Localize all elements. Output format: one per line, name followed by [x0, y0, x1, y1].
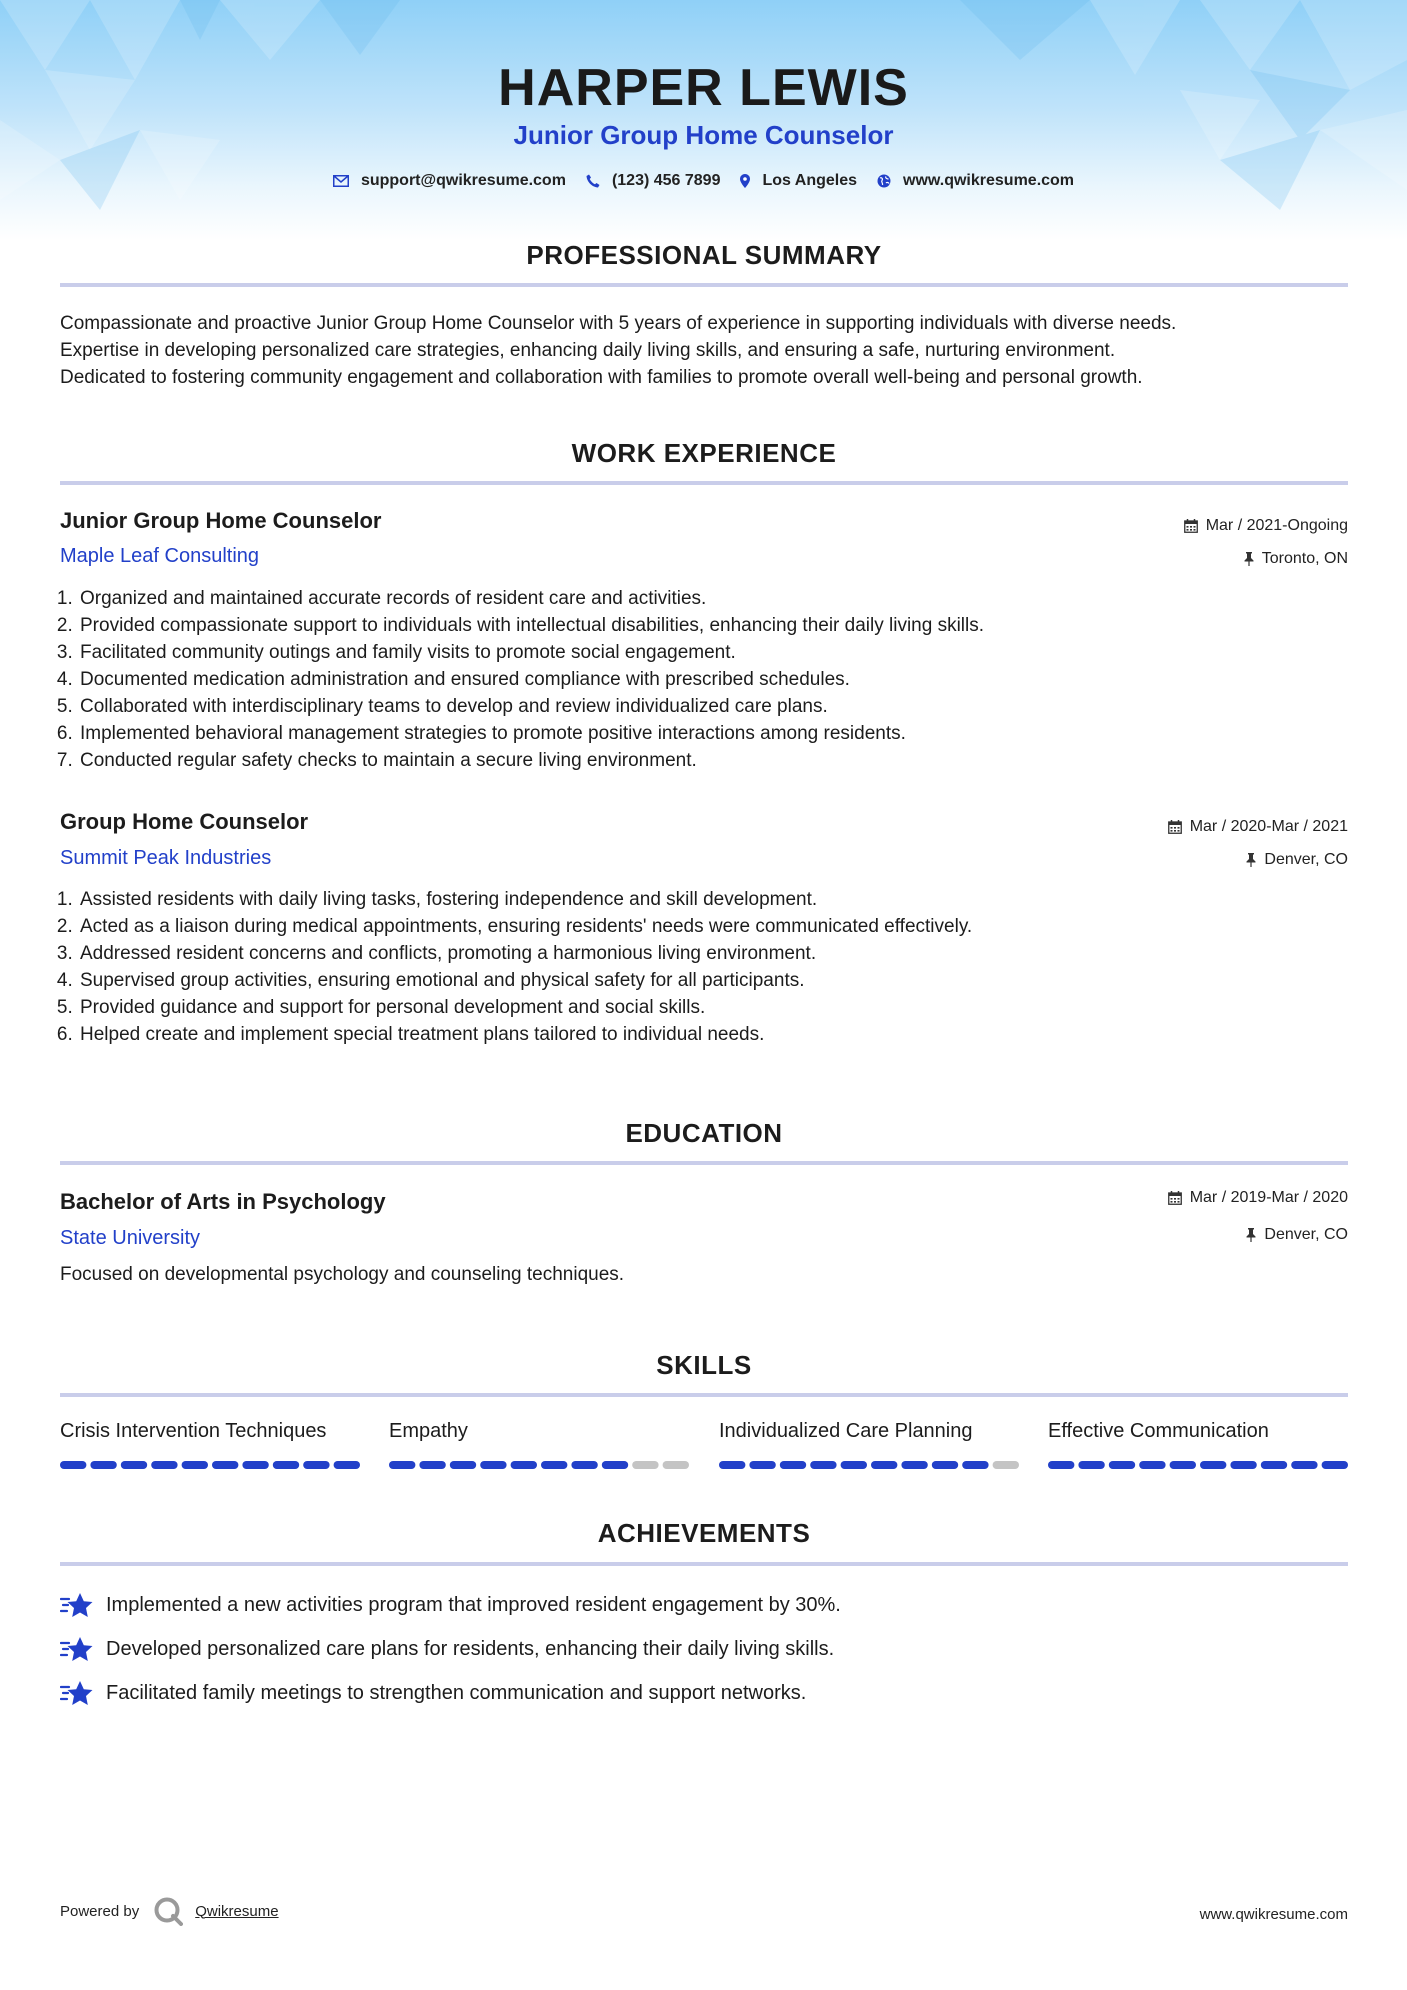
skill-segment — [719, 1461, 745, 1469]
calendar-icon — [1168, 1191, 1182, 1205]
star-icon — [60, 1634, 94, 1664]
education-location-text: Denver, CO — [1264, 1226, 1348, 1243]
job-bullets — [52, 585, 1358, 774]
skills-divider — [60, 1393, 1348, 1397]
envelope-icon — [333, 175, 349, 187]
job-location-text: Denver, CO — [1264, 851, 1348, 868]
job-company[interactable]: Summit Peak Industries — [60, 847, 272, 869]
summary-line: Compassionate and proactive Junior Group Home Counselor with 5 years of experience in supporting individuals with diverse needs. — [60, 313, 1177, 334]
skill-segment — [90, 1461, 116, 1469]
skill-segment — [871, 1461, 897, 1469]
star-icon — [60, 1590, 94, 1620]
skill-segment — [242, 1461, 268, 1469]
skill-segment — [334, 1461, 360, 1469]
skill-segment — [780, 1461, 806, 1469]
map-pin-icon — [740, 174, 750, 188]
education-divider — [60, 1161, 1348, 1165]
skill-segment — [841, 1461, 867, 1469]
summary-heading: PROFESSIONAL SUMMARY — [526, 240, 882, 270]
experience-heading: WORK EXPERIENCE — [571, 438, 837, 468]
job-company[interactable]: Maple Leaf Consulting — [60, 545, 260, 567]
summary-line: Dedicated to fostering community engagement and collaboration with families to promote overall well-being and personal growth. — [60, 367, 1143, 388]
globe-icon — [877, 174, 891, 188]
brand-link[interactable]: Qwikresume — [195, 1902, 279, 1920]
skills-heading: SKILLS — [656, 1350, 752, 1380]
powered-by-label: Powered by — [60, 1902, 140, 1920]
candidate-name: HARPER LEWIS — [498, 59, 909, 117]
job-dates-text: Mar / 2020-Mar / 2021 — [1189, 818, 1348, 835]
achievements-divider — [60, 1562, 1348, 1566]
list-item: 1. Assisted residents with daily living tasks, fostering independence and skill development. — [78, 886, 1358, 913]
pushpin-icon — [1246, 853, 1256, 867]
skill-name: Individualized Care Planning — [719, 1420, 973, 1442]
skill-name: Crisis Intervention Techniques — [60, 1420, 327, 1442]
email-text: support@qwikresume.com — [360, 172, 566, 189]
achievement-text: Implemented a new activities program that improved resident engagement by 30%. — [106, 1593, 841, 1616]
achievements-heading: ACHIEVEMENTS — [597, 1518, 811, 1548]
list-item: 6. Helped create and implement special treatment plans tailored to individual needs. — [78, 1021, 1358, 1048]
job-role: Junior Group Home Counselor — [60, 508, 382, 533]
skill-segment — [632, 1461, 658, 1469]
candidate-title: Junior Group Home Counselor — [513, 120, 894, 150]
skill-segment — [663, 1461, 689, 1469]
skill-segment — [1291, 1461, 1317, 1469]
education-dates-text: Mar / 2019-Mar / 2020 — [1189, 1189, 1348, 1206]
skill-segment — [60, 1461, 86, 1469]
education-dates — [1168, 1189, 1348, 1207]
skill-segment — [810, 1461, 836, 1469]
skill-segment — [1078, 1461, 1104, 1469]
calendar-icon — [1168, 820, 1182, 834]
footer-powered-by — [60, 1896, 279, 1926]
skill-segment — [1170, 1461, 1196, 1469]
contact-email[interactable] — [333, 172, 566, 190]
job-dates — [1184, 517, 1348, 535]
list-item: 4. Documented medication administration and ensured compliance with prescribed schedules. — [78, 666, 1358, 693]
website-text: www.qwikresume.com — [903, 172, 1075, 189]
list-item: 2. Provided compassionate support to individuals with intellectual disabilities, enhancing their daily living skills. — [78, 612, 1358, 639]
skill-segment — [602, 1461, 628, 1469]
skill-level-bar — [60, 1460, 360, 1470]
summary-text — [60, 310, 1348, 391]
skill-level-bar — [1048, 1460, 1348, 1470]
skill-segment — [993, 1461, 1019, 1469]
skill-segment — [1230, 1461, 1256, 1469]
skill-segment — [151, 1461, 177, 1469]
calendar-icon — [1184, 519, 1198, 533]
achievement-item — [60, 1678, 806, 1708]
skill-segment — [1139, 1461, 1165, 1469]
skill-item — [60, 1420, 360, 1443]
skill-item — [719, 1420, 1019, 1443]
list-item: 3. Facilitated community outings and family visits to promote social engagement. — [78, 639, 1358, 666]
achievement-text: Developed personalized care plans for residents, enhancing their daily living skills. — [106, 1637, 835, 1660]
phone-text: (123) 456 7899 — [611, 172, 721, 189]
education-description: Focused on developmental psychology and counseling techniques. — [60, 1264, 625, 1285]
qwikresume-logo — [153, 1896, 183, 1926]
list-item: 3. Addressed resident concerns and conflicts, promoting a harmonious living environment. — [78, 940, 1358, 967]
skill-segment — [303, 1461, 329, 1469]
footer-website[interactable]: www.qwikresume.com — [1199, 1906, 1348, 1923]
star-icon — [60, 1678, 94, 1708]
job-location — [1244, 550, 1348, 568]
job-bullets — [52, 886, 1358, 1048]
job-dates-text: Mar / 2021-Ongoing — [1205, 517, 1348, 534]
job-location — [1246, 851, 1348, 869]
education-school[interactable]: State University — [60, 1227, 201, 1249]
list-item: 6. Implemented behavioral management strategies to promote positive interactions among residents. — [78, 720, 1358, 747]
skill-segment — [1322, 1461, 1348, 1469]
achievement-item — [60, 1634, 834, 1664]
skill-segment — [273, 1461, 299, 1469]
skill-segment — [1200, 1461, 1226, 1469]
skill-segment — [212, 1461, 238, 1469]
skill-segment — [182, 1461, 208, 1469]
skill-item — [1048, 1420, 1348, 1443]
skill-segment — [571, 1461, 597, 1469]
education-degree: Bachelor of Arts in Psychology — [60, 1189, 386, 1214]
list-item: 1. Organized and maintained accurate records of resident care and activities. — [78, 585, 1358, 612]
pushpin-icon — [1246, 1228, 1256, 1242]
skill-segment — [749, 1461, 775, 1469]
list-item: 7. Conducted regular safety checks to maintain a secure living environment. — [78, 747, 1358, 774]
list-item: 5. Provided guidance and support for personal development and social skills. — [78, 994, 1358, 1021]
skill-segment — [419, 1461, 445, 1469]
list-item: 5. Collaborated with interdisciplinary teams to develop and review individualized care plans. — [78, 693, 1358, 720]
skill-segment — [962, 1461, 988, 1469]
skill-name: Effective Communication — [1048, 1420, 1269, 1442]
achievement-item — [60, 1590, 841, 1620]
skill-segment — [901, 1461, 927, 1469]
job-role: Group Home Counselor — [60, 809, 309, 834]
education-location — [1246, 1226, 1348, 1244]
skill-segment — [1261, 1461, 1287, 1469]
list-item: 2. Acted as a liaison during medical appointments, ensuring residents' needs were communicated effectively. — [78, 913, 1358, 940]
pushpin-icon — [1244, 552, 1254, 566]
skill-item — [389, 1420, 689, 1443]
contact-location — [740, 172, 857, 190]
job-location-text: Toronto, ON — [1261, 550, 1348, 567]
contact-website[interactable] — [877, 172, 1074, 190]
skill-name: Empathy — [389, 1420, 468, 1442]
contact-phone[interactable] — [586, 172, 721, 190]
skill-segment — [450, 1461, 476, 1469]
skill-segment — [511, 1461, 537, 1469]
skill-segment — [1048, 1461, 1074, 1469]
job-dates — [1168, 818, 1348, 836]
list-item: 4. Supervised group activities, ensuring emotional and physical safety for all participants. — [78, 967, 1358, 994]
skill-segment — [121, 1461, 147, 1469]
achievement-text: Facilitated family meetings to strengthen communication and support networks. — [106, 1681, 807, 1704]
summary-line: Expertise in developing personalized care strategies, enhancing daily living skills, and ensuring a safe, nurturing environment. — [60, 340, 1116, 361]
contact-bar — [0, 172, 1407, 190]
location-text: Los Angeles — [762, 172, 858, 189]
summary-divider — [60, 283, 1348, 287]
skill-segment — [541, 1461, 567, 1469]
skill-segment — [480, 1461, 506, 1469]
skill-level-bar — [719, 1460, 1019, 1470]
skill-segment — [389, 1461, 415, 1469]
skill-segment — [1109, 1461, 1135, 1469]
skill-level-bar — [389, 1460, 689, 1470]
phone-icon — [586, 174, 600, 188]
skill-segment — [932, 1461, 958, 1469]
education-heading: EDUCATION — [625, 1118, 783, 1148]
experience-divider — [60, 481, 1348, 485]
